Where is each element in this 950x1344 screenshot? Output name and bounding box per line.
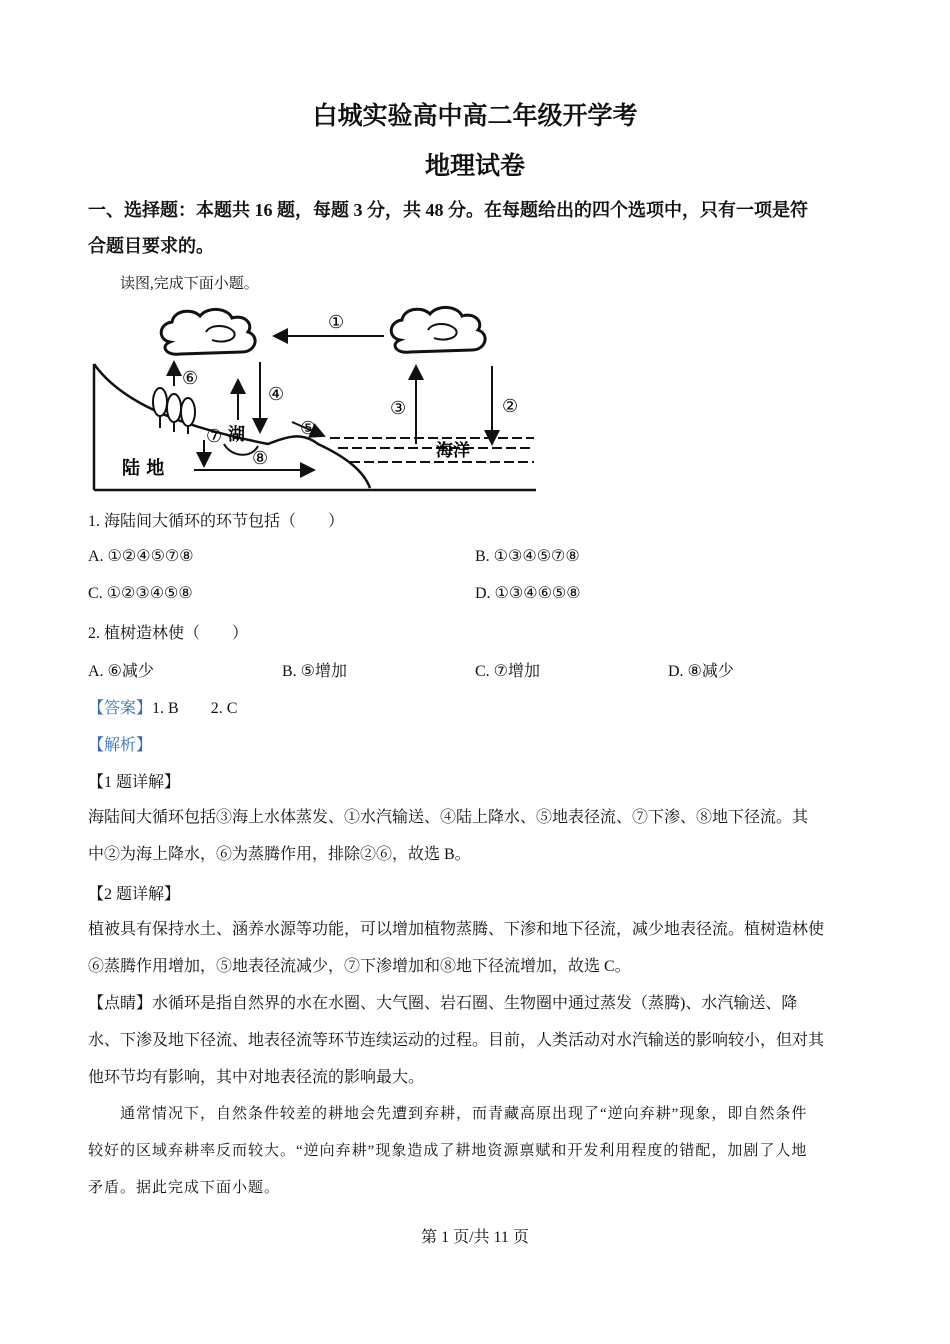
label-4: ④ (268, 384, 285, 405)
answer-line (88, 695, 237, 718)
q1-option-c[interactable]: C. ①②③④⑤⑧ (88, 585, 193, 602)
detail2-line1: 植被具有保持水土、涵养水源等功能，可以增加植物蒸腾、下渗和地下径流，减少地表径流。植树造林使 (88, 921, 825, 938)
tip-tag: 【点睛】 (88, 995, 153, 1012)
answer-text: 1. B 2. C (152, 700, 238, 717)
label-ocean: 海洋 (436, 441, 470, 461)
q2-option-c[interactable]: C. ⑦增加 (475, 663, 541, 680)
label-7: ⑦ (206, 426, 223, 447)
water-cycle-diagram (88, 302, 543, 498)
tip-line1: 水循环是指自然界的水在水圈、大气圈、岩石圈、生物圈中通过蒸发（蒸腾)、水汽输送、降 (152, 995, 798, 1012)
passage-line2: 较好的区域弃耕率反而较大。“逆向弃耕”现象造成了耕地资源禀赋和开发利用程度的错配，加剧了人地 (88, 1143, 808, 1159)
detail1-text (88, 799, 868, 873)
q1-option-d[interactable]: D. ①③④⑥⑤⑧ (475, 585, 581, 602)
label-lake: 湖 (228, 425, 245, 445)
detail2-text (88, 911, 868, 985)
cloud-left-icon (161, 309, 255, 354)
page-subtitle: 地理试卷 (424, 153, 525, 180)
q2-option-d[interactable]: D. ⑧减少 (668, 663, 734, 680)
answer-tag: 【答案】 (88, 700, 153, 717)
cloud-right-icon (391, 307, 485, 352)
label-8: ⑧ (252, 448, 269, 469)
label-2: ② (502, 396, 519, 417)
page-footer: 第 1 页/共 11 页 (421, 1229, 529, 1246)
tip-text (88, 985, 868, 1096)
label-1: ① (328, 312, 345, 333)
q1-option-b[interactable]: B. ①③④⑤⑦⑧ (475, 548, 580, 565)
label-3: ③ (390, 398, 407, 419)
detail1-line2: 中②为海上降水，⑥为蒸腾作用，排除②⑥，故选 B。 (88, 846, 471, 863)
label-5: ⑤ (300, 418, 317, 439)
q1-option-a[interactable]: A. ①②④⑤⑦⑧ (88, 548, 194, 565)
q2-option-b[interactable]: B. ⑤增加 (282, 663, 348, 680)
q1-stem: 1. 海陆间大循环的环节包括（ ） (88, 513, 345, 530)
detail1-line1: 海陆间大循环包括③海上水体蒸发、①水汽输送、④陆上降水、⑤地表径流、⑦下渗、⑧地下径流。其 (88, 809, 809, 826)
label-land: 陆 地 (122, 458, 165, 479)
detail1-tag: 【1 题详解】 (88, 774, 181, 791)
label-6: ⑥ (182, 368, 199, 389)
q2-stem: 2. 植树造林使（ ） (88, 625, 249, 642)
tip-line2: 水、下渗及地下径流、地表径流等环节连续运动的过程。目前，人类活动对水汽输送的影响较小，但对其 (88, 1032, 825, 1049)
detail2-tag: 【2 题详解】 (88, 886, 181, 903)
q2-option-a[interactable]: A. ⑥减少 (88, 663, 154, 680)
analysis-tag: 【解析】 (88, 737, 153, 754)
passage-line1: 通常情况下，自然条件较差的耕地会先遭到弃耕，而青藏高原出现了“逆向弃耕”现象，即自然条件 (88, 1106, 808, 1122)
section-heading-line1: 一、选择题：本题共 16 题，每题 3 分，共 48 分。在每题给出的四个选项中，只有一项是符 (88, 200, 808, 220)
page-title: 白城实验高中高二年级开学考 (312, 103, 638, 130)
passage-text (88, 1096, 868, 1207)
tip-line3: 他环节均有影响，其中对地表径流的影响最大。 (88, 1069, 425, 1086)
passage-line3: 矛盾。据此完成下面小题。 (88, 1180, 281, 1196)
intro-text: 读图,完成下面小题。 (120, 276, 259, 292)
detail2-line2: ⑥蒸腾作用增加，⑤地表径流减少，⑦下渗增加和⑧地下径流增加，故选 C。 (88, 958, 631, 975)
section-heading-line2: 合题目要求的。 (88, 236, 214, 256)
